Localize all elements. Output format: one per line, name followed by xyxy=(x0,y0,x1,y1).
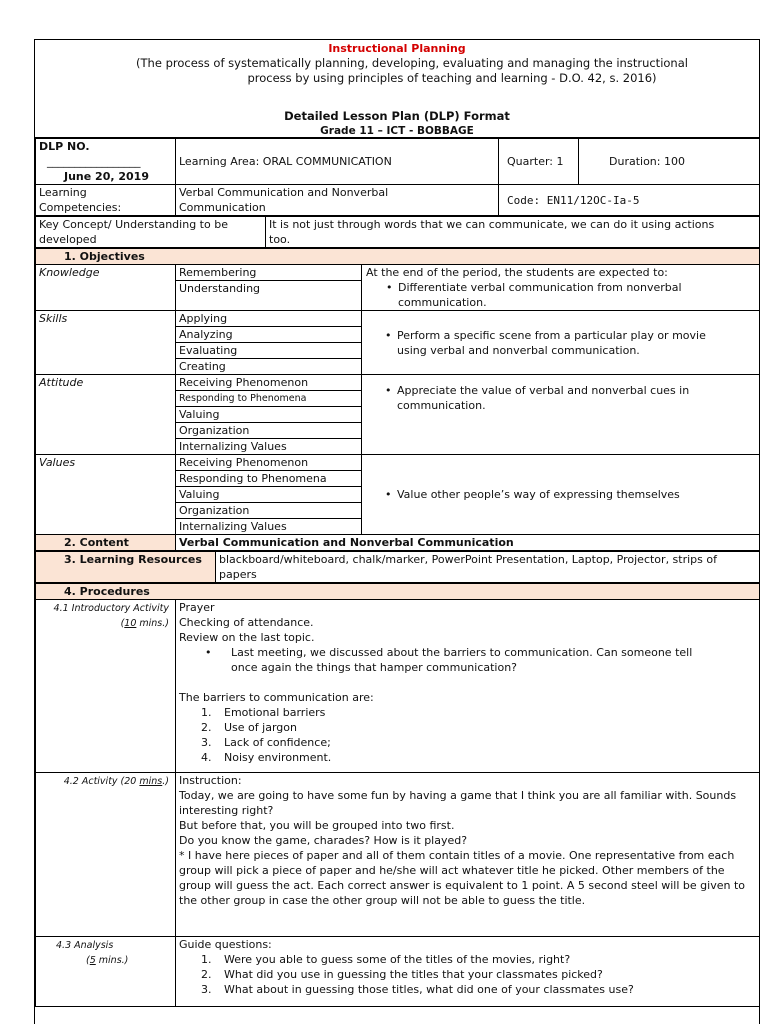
attitude-level: Organization xyxy=(176,423,362,439)
attitude-level: Valuing xyxy=(176,407,362,423)
skills-level: Analyzing xyxy=(176,327,362,343)
knowledge-objective-cell xyxy=(362,265,761,311)
skills-level: Creating xyxy=(176,359,362,375)
document-title: Instructional Planning xyxy=(328,42,466,55)
skills-level: Applying xyxy=(176,311,362,327)
grade-label: Grade 11 – ICT - BOBBAGE xyxy=(320,125,474,137)
competency-code-text: Code: EN11/12OC-Ia-5 xyxy=(507,193,640,207)
intro-line: Prayer xyxy=(179,601,215,614)
values-level: Receiving Phenomenon xyxy=(176,455,362,471)
knowledge-objective: • Differentiate verbal communication from nonverbal communication. xyxy=(366,280,758,310)
analysis-content xyxy=(176,937,761,1007)
analysis-question-text: What about in guessing those titles, what did one of your classmates use? xyxy=(224,983,634,996)
document-subtitle-line1: (The process of systematically planning, developing, evaluating and managing the instructional xyxy=(136,56,688,70)
competency-code xyxy=(499,185,761,216)
analysis-mins-open: ( xyxy=(86,955,90,966)
values-objective: • Value other people’s way of expressing themselves xyxy=(365,487,758,502)
analysis-mins-num: 5 xyxy=(89,955,96,966)
barrier-item: 3. Lack of confidence; xyxy=(201,736,331,749)
key-concept-table xyxy=(35,216,760,248)
knowledge-level: Remembering xyxy=(176,265,362,281)
values-level: Internalizing Values xyxy=(176,519,362,535)
procedures-table xyxy=(35,583,760,1007)
activity-label-b: .) xyxy=(162,776,169,787)
activity-line: * I have here pieces of paper and all of them contain titles of a movie. One representative from each group will pick a piece of paper and he/she will act whatever title he picked. Other members of the group will guess the act. Each correct answer is equivalent to 1 point. A 5 second steel will be given to the other group in case the other group will not be able to guess the title. xyxy=(179,849,745,907)
objectives-table xyxy=(35,248,760,551)
values-level: Valuing xyxy=(176,487,362,503)
dlp-blank: _________________ xyxy=(47,155,141,168)
intro-bullet: • Last meeting, we discussed about the barriers to communication. Can someone tell once again the things that hamper communication? xyxy=(179,645,758,675)
intro-activity-mins xyxy=(39,616,169,631)
activity-line: But before that, you will be grouped into two first. xyxy=(179,819,455,832)
learning-area: Learning Area: ORAL COMMUNICATION xyxy=(176,139,499,185)
analysis-question: 2. What did you use in guessing the titles that your classmates picked? xyxy=(201,968,603,981)
intro-mins-num: 10 xyxy=(124,618,137,629)
content-heading: 2. Content xyxy=(36,535,176,551)
attitude-objective-cell xyxy=(362,375,761,455)
analysis-mins-close: mins.) xyxy=(95,955,129,966)
skills-objective: • Perform a specific scene from a particular play or movie using verbal and nonverbal communication. xyxy=(365,328,711,358)
analysis-intro: Guide questions: xyxy=(179,938,272,951)
analysis-question: 3. What about in guessing those titles, what did one of your classmates use? xyxy=(201,983,634,996)
procedures-heading: 4. Procedures xyxy=(36,584,761,600)
skills-objective-cell xyxy=(362,311,761,375)
barrier-item: 4. Noisy environment. xyxy=(201,751,332,764)
document-header xyxy=(35,40,759,138)
format-title: Detailed Lesson Plan (DLP) Format xyxy=(284,109,510,123)
attitude-label: Attitude xyxy=(36,375,176,455)
analysis-label: 4.3 Analysis xyxy=(56,940,114,951)
intro-activity-label: 4.1 Introductory Activity xyxy=(53,603,169,614)
resources-value: blackboard/whiteboard, chalk/marker, PowerPoint Presentation, Laptop, Projector, strips of papers xyxy=(216,552,761,583)
key-concept-label: Key Concept/ Understanding to be developed xyxy=(36,217,266,248)
analysis-question-text: What did you use in guessing the titles that your classmates picked? xyxy=(224,968,603,981)
barriers-intro: The barriers to communication are: xyxy=(179,691,374,704)
activity-line: Do you know the game, charades? How is it played? xyxy=(179,834,468,847)
values-level: Organization xyxy=(176,503,362,519)
values-level: Responding to Phenomena xyxy=(176,471,362,487)
key-concept: It is not just through words that we can communicate, we can do it using actions too. xyxy=(266,217,761,248)
quarter: Quarter: 1 xyxy=(499,139,579,185)
document-subtitle-line2: process by using principles of teaching and learning - D.O. 42, s. 2016) xyxy=(247,71,657,85)
knowledge-intro: At the end of the period, the students are expected to: xyxy=(366,266,668,279)
barrier-text: Emotional barriers xyxy=(224,706,326,719)
barrier-text: Lack of confidence; xyxy=(224,736,331,749)
knowledge-label: Knowledge xyxy=(36,265,176,311)
intro-activity-content xyxy=(176,600,761,773)
values-label: Values xyxy=(36,455,176,535)
content-value: Verbal Communication and Nonverbal Communication xyxy=(176,535,761,551)
intro-mins-open: ( xyxy=(120,618,125,629)
activity-label xyxy=(36,773,176,937)
objectives-heading: 1. Objectives xyxy=(36,249,761,265)
knowledge-level: Understanding xyxy=(176,281,362,311)
barrier-text: Use of jargon xyxy=(224,721,297,734)
attitude-level: Receiving Phenomenon xyxy=(176,375,362,391)
analysis-mins xyxy=(56,953,172,968)
dlp-cell xyxy=(36,139,176,185)
analysis-label-cell xyxy=(36,937,176,1007)
competencies-label: Learning Competencies: xyxy=(36,185,176,216)
activity-label-a: 4.2 Activity (20 xyxy=(63,776,140,787)
analysis-question-text: Were you able to guess some of the titles of the movies, right? xyxy=(224,953,571,966)
values-objective-cell xyxy=(362,455,761,535)
info-table xyxy=(35,138,760,216)
skills-label: Skills xyxy=(36,311,176,375)
lesson-plan-document xyxy=(34,39,760,1024)
intro-activity-label-cell xyxy=(36,600,176,773)
barrier-item: 2. Use of jargon xyxy=(201,721,297,734)
competencies: Verbal Communication and Nonverbal Communication xyxy=(176,185,499,216)
barrier-item: 1. Emotional barriers xyxy=(201,706,326,719)
attitude-level: Internalizing Values xyxy=(176,439,362,455)
attitude-level: Responding to Phenomena xyxy=(176,391,362,407)
duration: Duration: 100 xyxy=(579,139,761,185)
resources-heading: 3. Learning Resources xyxy=(36,552,216,583)
analysis-question: 1. Were you able to guess some of the titles of the movies, right? xyxy=(201,953,571,966)
intro-mins-close: mins.) xyxy=(136,618,169,629)
skills-level: Evaluating xyxy=(176,343,362,359)
activity-content xyxy=(176,773,761,937)
attitude-objective: • Appreciate the value of verbal and nonverbal cues in communication. xyxy=(365,383,731,413)
activity-line: Today, we are going to have some fun by having a game that I think you are all familiar with. Sounds interesting right? xyxy=(179,789,737,817)
intro-line: Review on the last topic. xyxy=(179,631,315,644)
lesson-date: June 20, 2019 xyxy=(64,170,149,183)
intro-line: Checking of attendance. xyxy=(179,616,314,629)
resources-table xyxy=(35,551,760,583)
activity-label-u: mins xyxy=(139,776,163,787)
activity-line: Instruction: xyxy=(179,774,242,787)
dlp-label: DLP NO. xyxy=(39,140,90,153)
barrier-text: Noisy environment. xyxy=(224,751,332,764)
